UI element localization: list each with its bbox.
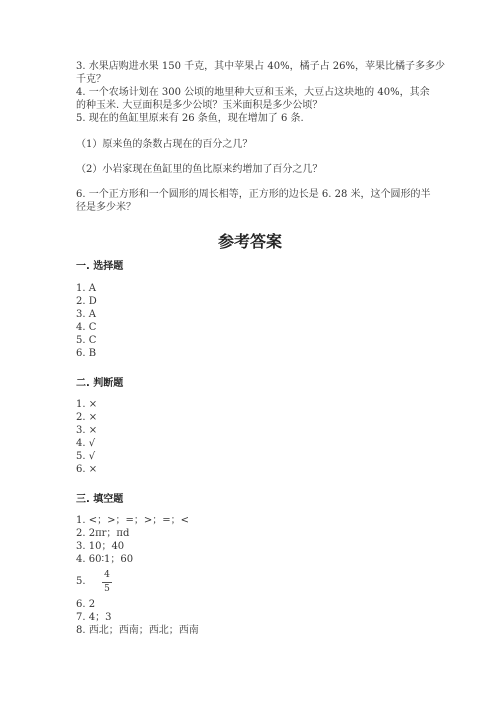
- section-3-answer-2: 2. 2πr；πd: [76, 528, 130, 539]
- answer-5-fraction: [102, 570, 112, 595]
- section-1-answer-1: 1. A: [76, 283, 96, 294]
- problem-3-line-2: 千克？: [76, 74, 106, 85]
- section-1-answer-3: 3. A: [76, 309, 96, 320]
- section-2-answer-2: 2. ×: [76, 412, 98, 423]
- problem-5-question-2: （2）小岩家现在鱼缸里的鱼比原来约增加了百分之几？: [76, 164, 323, 175]
- problem-6-line-2: 径是多少米？: [76, 202, 136, 213]
- section-2-answer-6: 6. ×: [76, 464, 98, 475]
- problem-3-line-1: 3. 水果店购进水果 150 千克，其中苹果占 40%，橘子占 26%，苹果比橘子多多少: [76, 61, 445, 72]
- answers-title: 参考答案: [217, 232, 282, 251]
- problem-5-line-1: 5. 现在的鱼缸里原来有 26 条鱼，现在增加了 6 条.: [76, 113, 304, 124]
- section-3-answer-7: 7. 4；3: [76, 612, 112, 623]
- fraction-bar: [102, 582, 112, 583]
- fraction-denominator: 5: [104, 584, 110, 594]
- section-3-answer-3: 3. 10；40: [76, 541, 125, 552]
- section-3-answer-4: 4. 60∶1；60: [76, 554, 134, 565]
- section-2-heading: 二. 判断题: [76, 378, 124, 389]
- section-1-answer-4: 4. C: [76, 322, 97, 333]
- section-3-answer-6: 6. 2: [76, 599, 96, 610]
- section-2-answer-1: 1. ×: [76, 399, 98, 410]
- section-3-answer-1: 1. <；>；=；>；=；<: [76, 515, 189, 526]
- problem-4-line-2: 的种玉米. 大豆面积是多少公顷？玉米面积是多少公顷？: [76, 100, 323, 111]
- problem-6-line-1: 6. 一个正方形和一个圆形的周长相等，正方形的边长是 6. 28 米，这个圆形的半: [76, 189, 431, 200]
- section-3-answer-5: 5.: [76, 576, 86, 587]
- section-3-answer-8: 8. 西北；西南；西北；西南: [76, 625, 199, 636]
- section-3-heading: 三. 填空题: [76, 494, 124, 505]
- problem-5-question-1: （1）原来鱼的条数占现在的百分之几？: [76, 139, 253, 150]
- section-1-heading: 一. 选择题: [76, 261, 124, 272]
- fraction-numerator: 4: [104, 570, 110, 580]
- section-2-answer-3: 3. ×: [76, 425, 98, 436]
- section-2-answer-4: 4. √: [76, 438, 96, 449]
- section-2-answer-5: 5. √: [76, 451, 96, 462]
- section-1-answer-2: 2. D: [76, 296, 97, 307]
- problem-4-line-1: 4. 一个农场计划在 300 公顷的地里种大豆和玉米，大豆占这块地的 40%，其余: [76, 87, 430, 98]
- section-1-answer-6: 6. B: [76, 348, 97, 359]
- section-1-answer-5: 5. C: [76, 335, 97, 346]
